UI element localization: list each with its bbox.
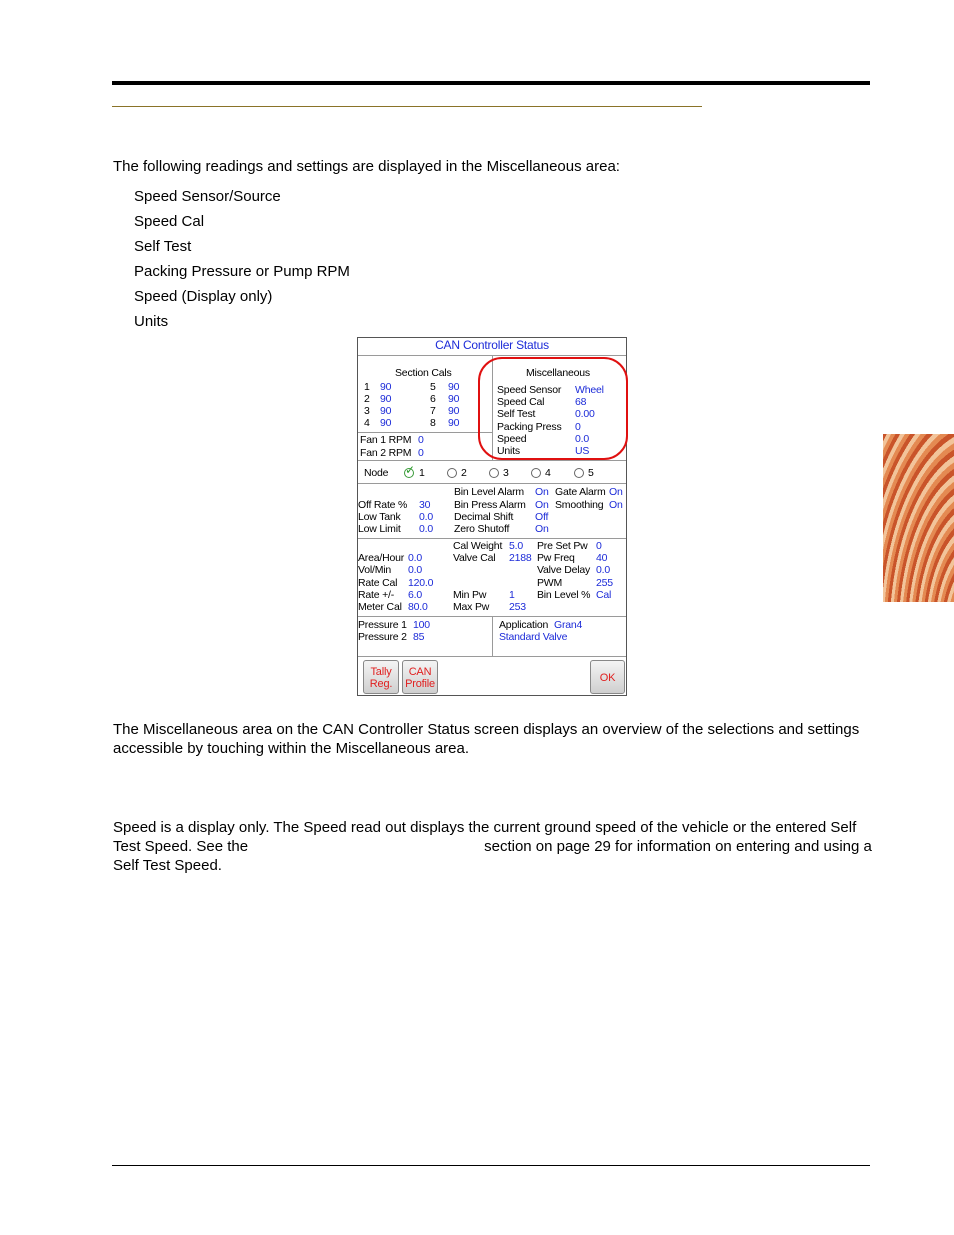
off-rate-value: 30	[419, 499, 431, 511]
gate-alarm-label: Gate Alarm	[555, 486, 606, 498]
fan-1-value: 0	[418, 434, 424, 446]
low-tank-value: 0.0	[419, 511, 433, 523]
valve-cal-value: 2188	[509, 552, 532, 564]
min-pw-value: 1	[509, 589, 515, 601]
misc-highlight-oval	[478, 357, 628, 460]
zero-shutoff-value: On	[535, 523, 549, 535]
speed-cal-value: 68	[575, 396, 587, 408]
cal-value: 90	[448, 381, 460, 393]
rate-cal-value: 120.0	[408, 577, 434, 589]
self-test-label: Self Test	[497, 408, 536, 420]
tally-reg-line2: Reg.	[369, 678, 393, 690]
divider	[358, 483, 626, 484]
footer-rule	[112, 1165, 870, 1166]
min-pw-label: Min Pw	[453, 589, 487, 601]
packing-press-value: 0	[575, 421, 581, 433]
cal-num: 4	[364, 417, 370, 429]
list-item: Self Test	[134, 238, 192, 255]
cal-num: 5	[430, 381, 436, 393]
list-item: Speed (Display only)	[134, 288, 273, 305]
speed-description-part1: Speed is a display only. The Speed read out displays the current ground speed of the vehicle or the entered Self Test Speed. See the	[113, 819, 857, 855]
fan-1-label: Fan 1 RPM	[360, 434, 412, 446]
pw-freq-value: 40	[596, 552, 608, 564]
cal-weight-label: Cal Weight	[453, 540, 503, 552]
low-tank-label: Low Tank	[358, 511, 401, 523]
header-rule	[112, 81, 870, 85]
pre-set-pw-label: Pre Set Pw	[537, 540, 588, 552]
application-value[interactable]: Gran4	[554, 619, 583, 631]
cal-num: 6	[430, 393, 436, 405]
node-5-radio[interactable]	[574, 468, 584, 478]
speed-sensor-value: Wheel	[575, 384, 604, 396]
rate-cal-label: Rate Cal	[358, 577, 398, 589]
pwm-label: PWM	[537, 577, 563, 589]
cal-value: 90	[448, 393, 460, 405]
bin-level-pct-label: Bin Level %	[537, 589, 591, 601]
node-2-radio[interactable]	[447, 468, 457, 478]
self-test-value: 0.00	[575, 408, 595, 420]
zero-shutoff-label: Zero Shutoff	[454, 523, 510, 535]
meter-cal-value: 80.0	[408, 601, 428, 613]
node-option: 5	[588, 467, 594, 479]
misc-description: The Miscellaneous area on the CAN Controller Status screen displays an overview of the selections and settings accessible by touching within the Miscellaneous area.	[113, 721, 860, 757]
cal-value: 90	[380, 381, 392, 393]
cal-num: 2	[364, 393, 370, 405]
node-option: 1	[419, 467, 425, 479]
divider	[358, 656, 626, 657]
bin-press-alarm-label: Bin Press Alarm	[454, 499, 526, 511]
smoothing-value: On	[609, 499, 623, 511]
tally-reg-line1: Tally	[370, 666, 392, 678]
gate-alarm-value: On	[609, 486, 623, 498]
cal-value: 90	[448, 417, 460, 429]
units-value: US	[575, 445, 590, 457]
can-profile-line2: Profile	[405, 678, 435, 690]
section-cals-header[interactable]: Section Cals	[395, 367, 452, 379]
pressure-2-value: 85	[413, 631, 425, 643]
decimal-shift-value: Off	[535, 511, 549, 523]
can-profile-button[interactable]	[402, 660, 438, 694]
bin-level-alarm-value: On	[535, 486, 549, 498]
list-item: Speed Cal	[134, 213, 205, 230]
list-item: Units	[134, 313, 169, 330]
node-4-radio[interactable]	[531, 468, 541, 478]
area-hour-label: Area/Hour	[358, 552, 405, 564]
decimal-shift-label: Decimal Shift	[454, 511, 514, 523]
valve-type-value[interactable]: Standard Valve	[499, 631, 568, 643]
pre-set-pw-value: 0	[596, 540, 602, 552]
pressure-1-value: 100	[413, 619, 430, 631]
divider	[358, 460, 626, 461]
speed-description	[113, 818, 873, 875]
chapter-thumb-tab	[883, 434, 954, 602]
speed-value: 0.0	[575, 433, 589, 445]
cal-weight-value: 5.0	[509, 540, 523, 552]
list-item: Packing Pressure or Pump RPM	[134, 263, 350, 280]
max-pw-label: Max Pw	[453, 601, 490, 613]
meter-cal-label: Meter Cal	[358, 601, 402, 613]
cal-num: 7	[430, 405, 436, 417]
pressure-2-label: Pressure 2	[358, 631, 407, 643]
vol-min-label: Vol/Min	[358, 564, 392, 576]
list-item: Speed Sensor/Source	[134, 188, 281, 205]
fan-2-label: Fan 2 RPM	[360, 447, 412, 459]
valve-delay-value: 0.0	[596, 564, 610, 576]
valve-delay-label: Valve Delay	[537, 564, 591, 576]
checkmark-icon: ✓	[405, 463, 415, 477]
packing-press-label: Packing Press	[497, 421, 562, 433]
node-option: 3	[503, 467, 509, 479]
application-label: Application	[499, 619, 549, 631]
pressure-1-label: Pressure 1	[358, 619, 407, 631]
bin-level-pct-value: Cal	[596, 589, 612, 601]
cal-num: 3	[364, 405, 370, 417]
speed-sensor-label: Speed Sensor	[497, 384, 562, 396]
cal-value: 90	[380, 417, 392, 429]
ok-button[interactable]: OK	[590, 660, 625, 694]
cal-value: 90	[448, 405, 460, 417]
tally-reg-button[interactable]	[363, 660, 399, 694]
node-3-radio[interactable]	[489, 468, 499, 478]
can-profile-line1: CAN	[408, 666, 432, 678]
low-limit-value: 0.0	[419, 523, 433, 535]
intro-text: The following readings and settings are displayed in the Miscellaneous area:	[113, 158, 620, 175]
misc-header[interactable]: Miscellaneous	[526, 367, 590, 379]
smoothing-label: Smoothing	[555, 499, 604, 511]
units-label: Units	[497, 445, 520, 457]
fan-2-value: 0	[418, 447, 424, 459]
speed-description-part2: section on page 29 for information on entering and using a Self Test Speed.	[113, 838, 872, 874]
cal-num: 1	[364, 381, 370, 393]
pwm-value: 255	[596, 577, 613, 589]
bin-level-alarm-label: Bin Level Alarm	[454, 486, 524, 498]
area-hour-value: 0.0	[408, 552, 422, 564]
cal-value: 90	[380, 393, 392, 405]
cal-num: 8	[430, 417, 436, 429]
vol-min-value: 0.0	[408, 564, 422, 576]
rate-plus-minus-value: 6.0	[408, 589, 422, 601]
divider	[358, 432, 492, 433]
node-label: Node	[364, 467, 389, 479]
speed-label: Speed	[497, 433, 527, 445]
valve-cal-label: Valve Cal	[453, 552, 496, 564]
node-option: 4	[545, 467, 551, 479]
section-heading-rule	[112, 106, 702, 107]
pw-freq-label: Pw Freq	[537, 552, 575, 564]
readings-list	[134, 184, 350, 334]
divider	[492, 616, 493, 656]
off-rate-label: Off Rate %	[358, 499, 408, 511]
divider	[358, 538, 626, 539]
bin-press-alarm-value: On	[535, 499, 549, 511]
low-limit-label: Low Limit	[358, 523, 401, 535]
cal-value: 90	[380, 405, 392, 417]
rate-plus-minus-label: Rate +/-	[358, 589, 395, 601]
max-pw-value: 253	[509, 601, 526, 613]
speed-cal-label: Speed Cal	[497, 396, 545, 408]
screen-title: CAN Controller Status	[435, 338, 549, 352]
node-option: 2	[461, 467, 467, 479]
